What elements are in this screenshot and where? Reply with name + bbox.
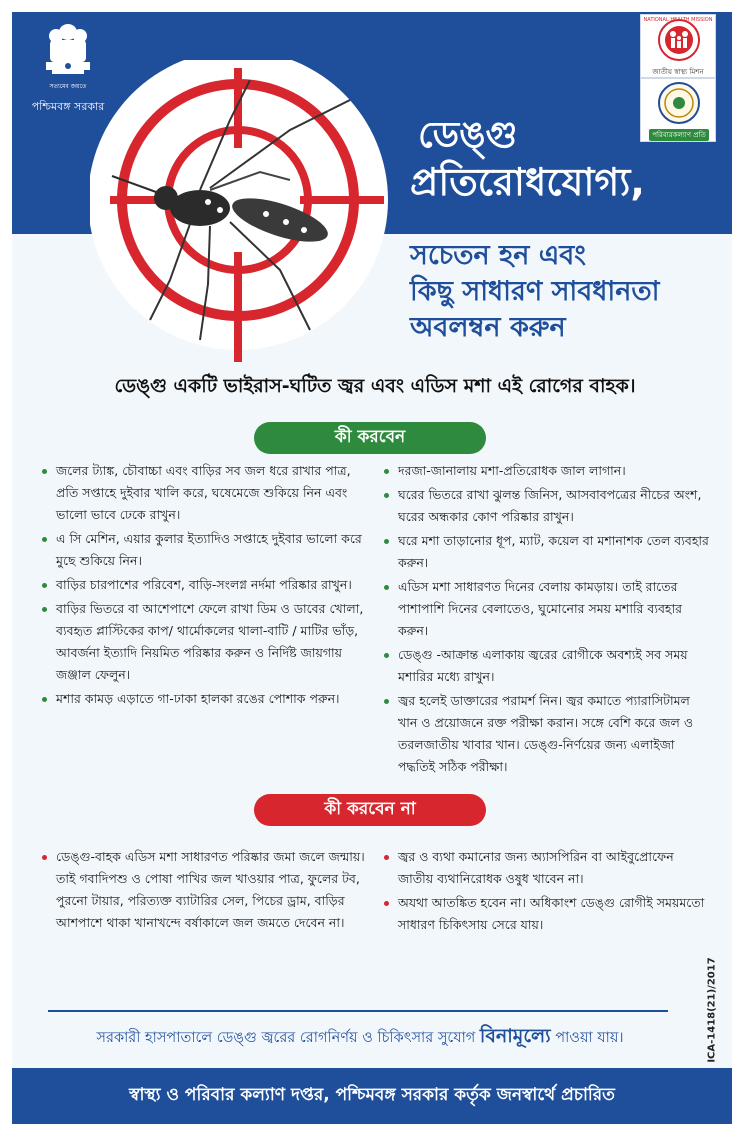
- bullet-icon: [42, 607, 47, 612]
- bullet-icon: [384, 585, 389, 590]
- crosshair-right: [300, 196, 384, 204]
- list-item: [382, 690, 712, 778]
- list-item: [382, 484, 712, 528]
- crosshair-bottom: [234, 252, 242, 362]
- bullet-icon: [384, 653, 389, 658]
- do-left-item-4: বাড়ির ভিতরে বা আশেপাশে ফেলে রাখা ডিম ও ডাবের খোলা, ব্যবহৃত প্লাস্টিকের কাপ/ থার্মোকলের থালা-বাটি / মাটির ভাঁড়, আবর্জনা ইত্যাদি নিয়মিত পরিষ্কার করুন ও নির্দিষ্ট জায়গায় জঞ্জাল ফেলুন।: [56, 601, 364, 682]
- list-item: [40, 598, 370, 686]
- dont-list-right: [382, 846, 712, 938]
- govt-caption: পশ্চিমবঙ্গ সরকার: [31, 100, 105, 113]
- list-item: [382, 644, 712, 688]
- list-item: [382, 460, 712, 482]
- dont-right-item-1: জ্বর ও ব্যথা কমানোর জন্য অ্যাসপিরিন বা আইবুপ্রোফেন জাতীয় ব্যথানিরোধক ওষুধ খাবেন না।: [398, 849, 674, 886]
- list-item: [382, 892, 712, 936]
- do-list-left: [40, 460, 370, 712]
- dont-left-item-1: ডেঙ্গু-বাহক এডিস মশা সাধারণত পরিষ্কার জমা জলে জন্মায়। তাই গবাদিপশু ও পোষা পাখির জল খাওয়ার পাত্র, ফুলের টব, পুরনো টায়ার, পরিত্যক্ত ব্যাটারির সেল, পিচের ড্রাম, বাড়ির আশপাশে থাকা খানাখন্দে বর্ষাকালে জল জমতে দেবেন না।: [56, 849, 365, 930]
- list-item: [40, 528, 370, 572]
- nhm-ring-text: NATIONAL HEALTH MISSION: [643, 17, 713, 23]
- ica-code: [702, 957, 722, 1063]
- list-item: [40, 846, 370, 934]
- seal-caption: পরিবারকল্যাণ প্রতি: [649, 129, 709, 141]
- list-item: [382, 530, 712, 574]
- bullet-icon: [384, 469, 389, 474]
- bullet-icon: [384, 493, 389, 498]
- do-right-item-6: জ্বর হলেই ডাক্তারের পরামর্শ নিন। জ্বর কমাতে প্যারাসিটামল খান ও প্রয়োজনে রক্ত পরীক্ষা করান। সঙ্গে বেশি করে জল ও তরলজাতীয় খাবার খান। ডেঙ্গু-নির্ণয়ের জন্য এলাইজা পদ্ধতিই সঠিক পরীক্ষা।: [398, 693, 694, 774]
- emblem-motto: সত্যমেব জয়তে: [49, 83, 87, 90]
- dont-section-title: কী করবেন না: [254, 794, 486, 826]
- footer-band: [12, 1068, 732, 1124]
- do-left-item-5: মশার কামড় এড়াতে গা-ঢাকা হালকা রঙের পোশাক পরুন।: [56, 691, 340, 706]
- bullet-icon: [42, 583, 47, 588]
- list-item: [382, 576, 712, 642]
- bullet-icon: [42, 537, 47, 542]
- bullet-icon: [384, 901, 389, 906]
- intro-statement: ডেঙ্গু একটি ভাইরাস-ঘটিত জ্বর এবং এডিস মশা এই রোগের বাহক।: [114, 375, 636, 397]
- headline-preventable: প্রতিরোধযোগ্য,: [410, 160, 645, 204]
- note-free: বিনামূল্যে: [479, 1025, 551, 1047]
- bullet-icon: [384, 539, 389, 544]
- do-section-title: কী করবেন: [254, 422, 486, 454]
- do-right-item-2: ঘরের ভিতরে রাখা ঝুলন্ত জিনিস, আসবাবপত্রের নীচের অংশ, ঘরের অন্ধকার কোণ পরিষ্কার রাখুন।: [398, 487, 702, 524]
- dont-right-item-2: অযথা আতঙ্কিত হবেন না। অধিকাংশ ডেঙ্গু রোগীই সময়মতো সাধারণ চিকিৎসায় সেরে যায়।: [398, 895, 705, 932]
- mosquito-target-illustration: [90, 60, 400, 370]
- headline-awareness: [410, 238, 730, 346]
- bullet-icon: [42, 697, 47, 702]
- ashoka-emblem-icon: [38, 18, 98, 96]
- free-treatment-note: [40, 1022, 680, 1054]
- do-right-item-1: দরজা-জানালায় মশা-প্রতিরোধক জাল লাগান।: [398, 463, 626, 478]
- do-right-item-3: ঘরে মশা তাড়ানোর ধূপ, ম্যাট, কয়েল বা মশানাশক তেল ব্যবহার করুন।: [398, 533, 709, 570]
- ica-code-text: ICA-1418(21)/2017: [706, 957, 718, 1063]
- bullet-icon: [42, 855, 47, 860]
- do-right-item-5: ডেঙ্গু -আক্রান্ত এলাকায় জ্বরের রোগীকে অবশ্যই সব সময় মশারির মধ্যে রাখুন।: [398, 647, 688, 684]
- do-right-item-4: এডিস মশা সাধারণত দিনের বেলায় কামড়ায়। তাই রাতের পাশাপাশি দিনের বেলাতেও, ঘুমোনোর সময় মশারি ব্যবহার করুন।: [398, 579, 682, 638]
- list-item: [40, 460, 370, 526]
- headline-line-b: কিছু সাধারণ সাবধানতা: [410, 276, 660, 307]
- do-left-item-3: বাড়ির চারপাশের পরিবেশ, বাড়ি-সংলগ্ন নর্দমা পরিষ্কার রাখুন।: [56, 577, 352, 592]
- list-item: [40, 574, 370, 596]
- do-list-right: [382, 460, 712, 780]
- bullet-icon: [384, 855, 389, 860]
- headline-line-c: অবলম্বন করুন: [410, 312, 566, 343]
- note-before: সরকারী হাসপাতালে ডেঙ্গু জ্বরের রোগনির্ণয় ও চিকিৎসার সুযোগ: [96, 1030, 476, 1046]
- do-left-item-2: এ সি মেশিন, এয়ার কুলার ইত্যাদিও সপ্তাহে দুইবার ভালো করে মুছে শুকিয়ে নিন।: [56, 531, 362, 568]
- list-item: [382, 846, 712, 890]
- note-after: পাওয়া যায়।: [555, 1030, 624, 1046]
- issuer-text: স্বাস্থ্য ও পরিবার কল্যাণ দপ্তর, পশ্চিমবঙ্গ সরকার কর্তৃক জনস্বার্থে প্রচারিত: [129, 1085, 615, 1105]
- headline-dengue: ডেঙ্গু: [418, 115, 518, 156]
- dont-list-left: [40, 846, 370, 936]
- do-left-item-1: জলের ট্যাঙ্ক, চৌবাচ্চা এবং বাড়ির সব জল ধরে রাখার পাত্র, প্রতি সপ্তাহে দুইবার খালি করে, ঘষেমেজে শুকিয়ে নিন এবং ভালো ভাবে ঢেকে রাখুন।: [56, 463, 351, 522]
- list-item: [40, 688, 370, 710]
- nhm-logo: [640, 14, 716, 78]
- bullet-icon: [384, 699, 389, 704]
- bullet-icon: [42, 469, 47, 474]
- footer-divider: [48, 1010, 668, 1012]
- headline-line-a: সচেতন হন এবং: [410, 240, 586, 271]
- nhm-caption: জাতীয় স্বাস্থ্য মিশন: [652, 68, 704, 76]
